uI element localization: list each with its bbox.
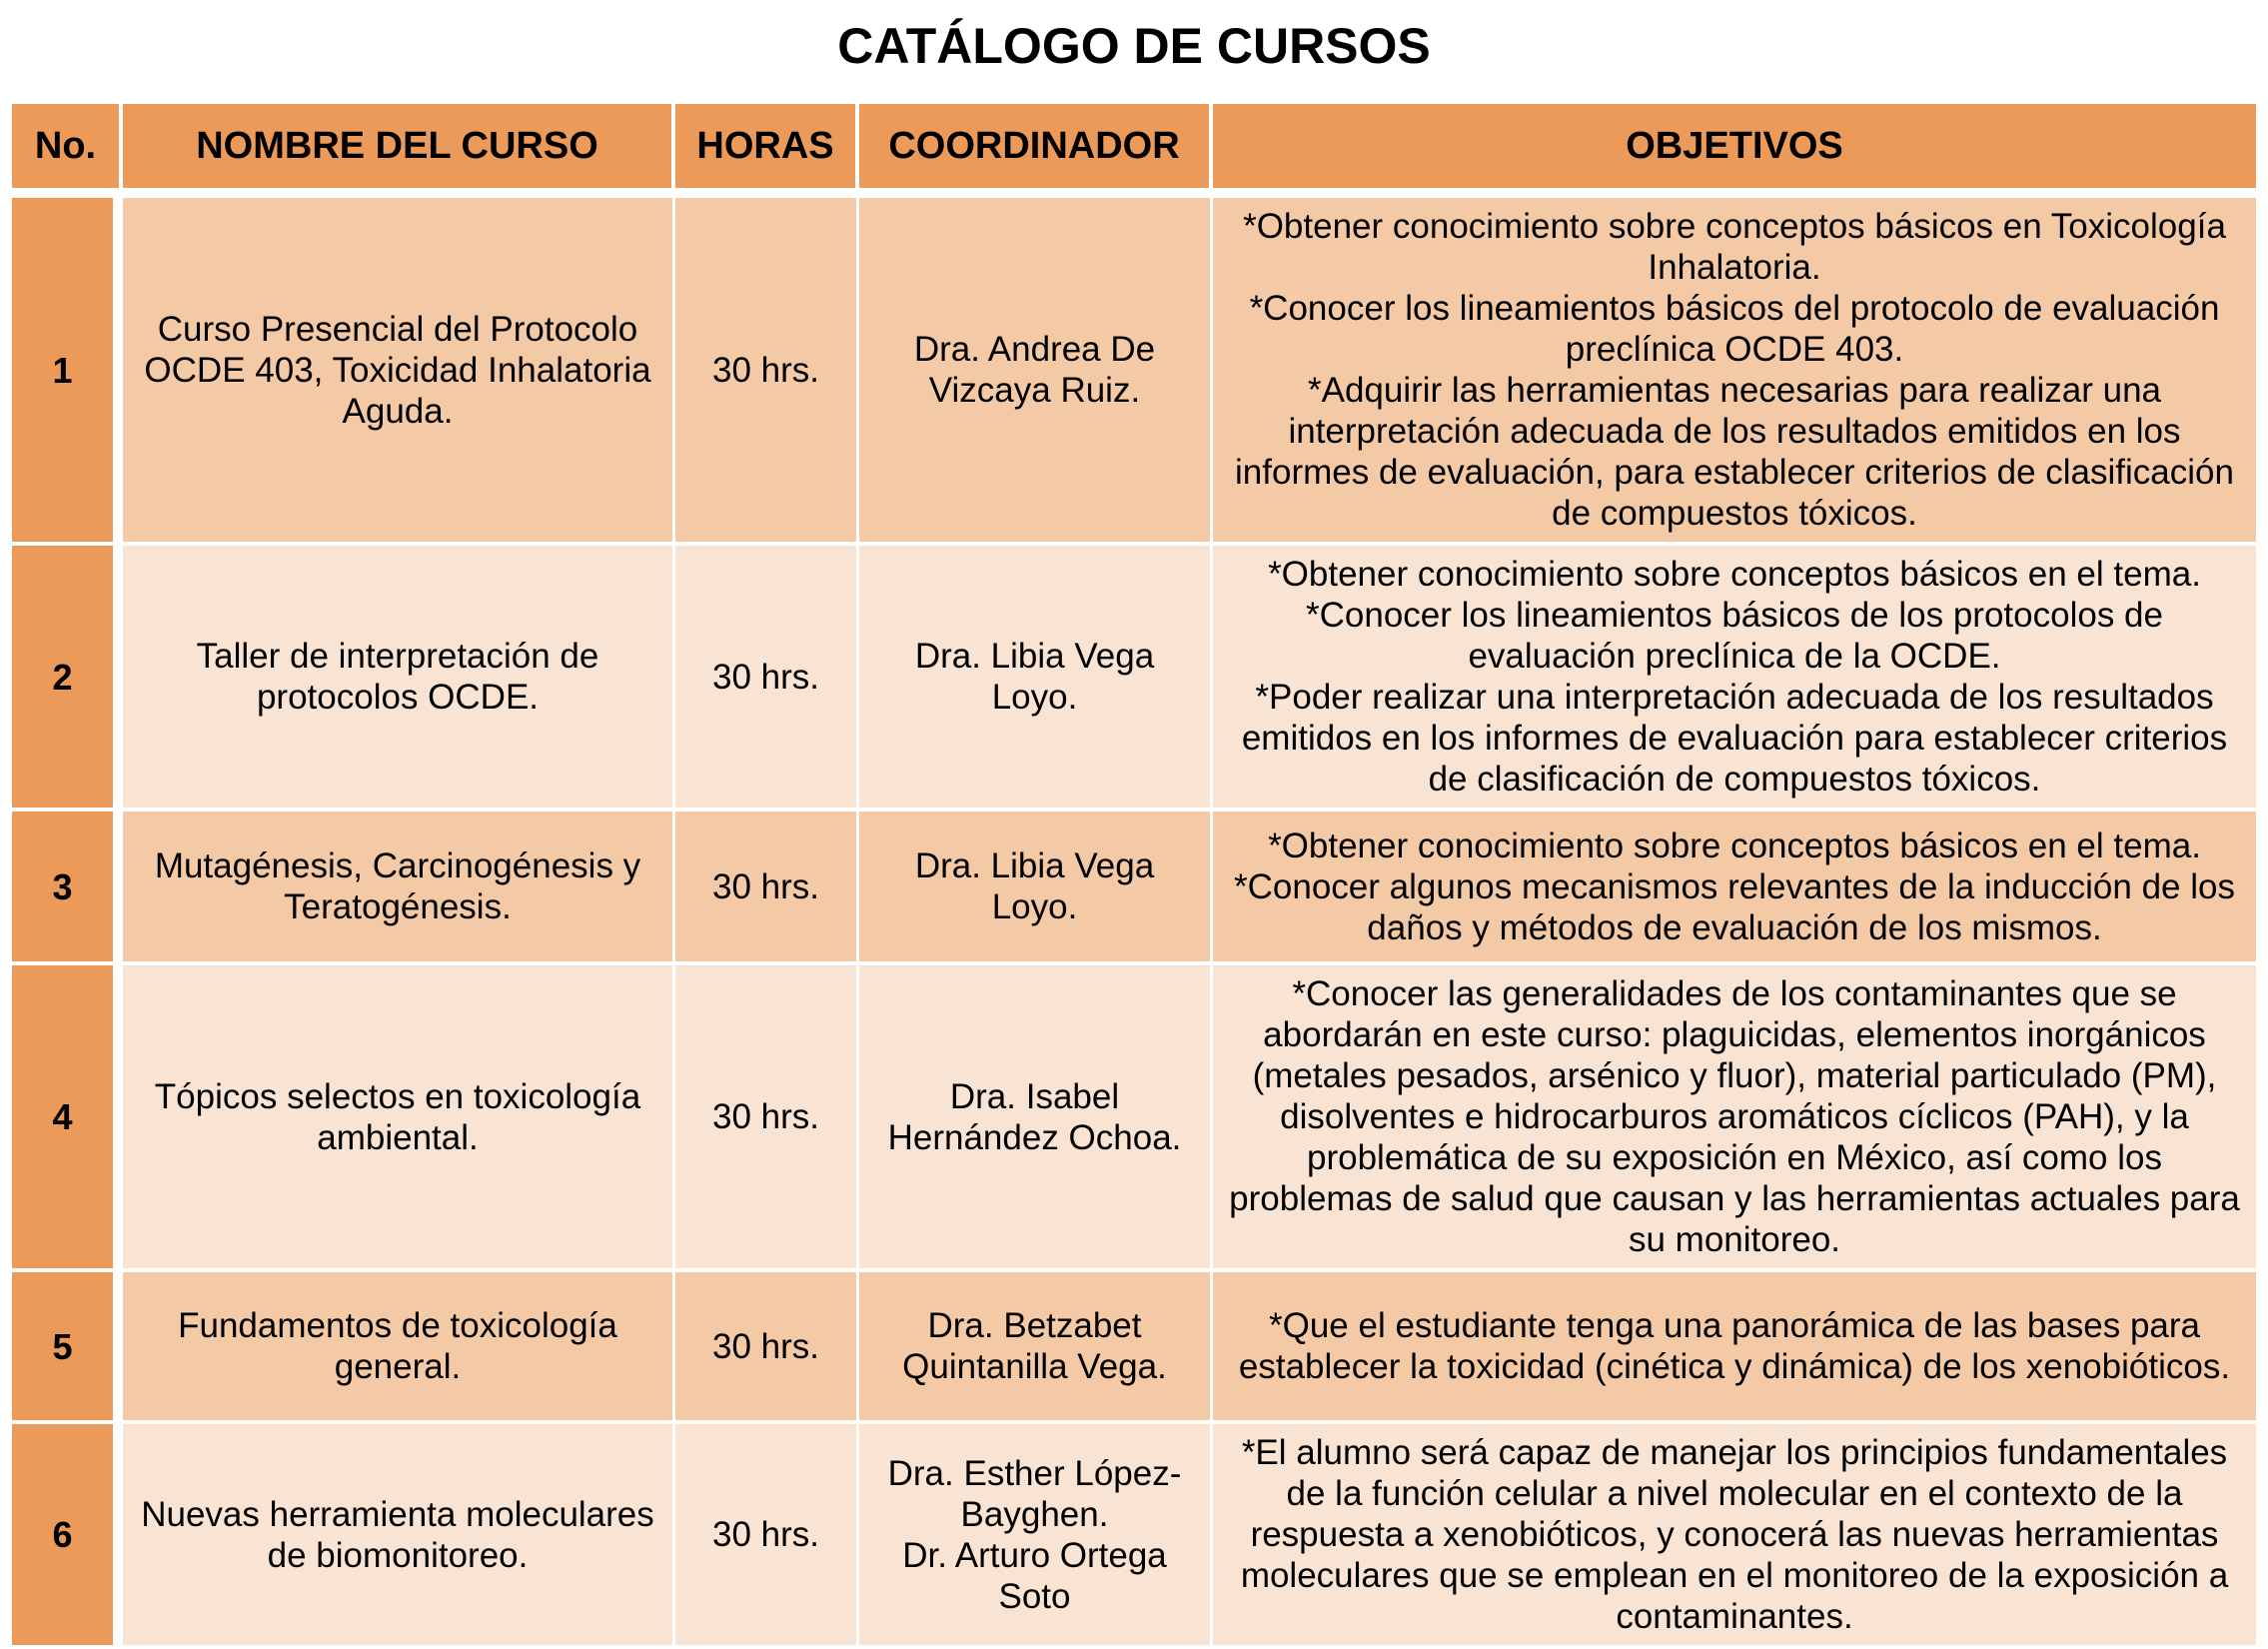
course-name: Taller de interpretación de protocolos OCDE. <box>123 546 675 812</box>
objectives-cell <box>1213 965 2256 1272</box>
objectives-cell <box>1213 1272 2256 1424</box>
coordinator-name: Dra. Betzabet Quintanilla Vega. <box>902 1306 1167 1386</box>
course-hours: 30 hrs. <box>675 965 859 1272</box>
objective-item: *Conocer los lineamientos básicos del protocolo de evaluación preclínica OCDE 403. <box>1249 289 2220 369</box>
table-row <box>12 1272 2256 1424</box>
coordinator-name: Dra. Isabel Hernández Ochoa. <box>887 1076 1182 1157</box>
objective-item: *Obtener conocimiento sobre conceptos básicos en el tema. <box>1268 555 2201 594</box>
objectives-cell <box>1213 546 2256 812</box>
header-no: No. <box>12 104 123 198</box>
coordinator-name: Dra. Esther López-Bayghen. <box>887 1453 1182 1534</box>
objective-item: *Conocer algunos mecanismos relevantes de la inducción de los daños y métodos de evaluación de los mismos. <box>1234 866 2235 947</box>
objective-item: *El alumno será capaz de manejar los principios fundamentales de la función celular a nivel molecular en el contexto de la respuesta a xenobióticos, y conocerá las nuevas herramientas moleculares que se emplean en el monitoreo de la exposición a contaminantes. <box>1240 1433 2229 1636</box>
objective-item: *Conocer los lineamientos básicos de los protocolos de evaluación preclínica de la OCDE. <box>1306 596 2163 676</box>
table-row <box>12 965 2256 1272</box>
coordinator-name: Dra. Andrea De Vizcaya Ruiz. <box>913 330 1156 410</box>
row-number: 1 <box>12 198 123 546</box>
coordinator-name: Dra. Libia Vega Loyo. <box>914 846 1155 926</box>
objective-item: *Obtener conocimiento sobre conceptos básicos en el tema. <box>1268 825 2201 865</box>
row-number: 5 <box>12 1272 123 1424</box>
table-row <box>12 546 2256 812</box>
course-hours: 30 hrs. <box>675 812 859 965</box>
table-row <box>12 812 2256 965</box>
course-table <box>12 104 2256 1649</box>
coordinator-cell <box>859 198 1213 546</box>
objective-item: *Conocer las generalidades de los contaminantes que se abordarán en este curso: plaguicidas, elementos inorgánicos (metales pesados, arsénico y fluor), material particulado (PM), disolventes e hidrocarburos aromáticos cíclicos (PAH), y la problemática de su exposición en México, así como los problemas de salud que causan y las herramientas actuales para su monitoreo. <box>1229 974 2240 1259</box>
coordinator-name: Dra. Libia Vega Loyo. <box>914 637 1155 717</box>
coordinator-cell <box>859 1424 1213 1649</box>
course-hours: 30 hrs. <box>675 1272 859 1424</box>
course-name: Fundamentos de toxicología general. <box>123 1272 675 1424</box>
header-hours: HORAS <box>675 104 859 198</box>
header-coordinator: COORDINADOR <box>859 104 1213 198</box>
course-name: Mutagénesis, Carcinogénesis y Teratogénesis. <box>123 812 675 965</box>
row-number: 2 <box>12 546 123 812</box>
coordinator-cell <box>859 546 1213 812</box>
table-row <box>12 1424 2256 1649</box>
page-title: CATÁLOGO DE CURSOS <box>837 18 1431 74</box>
course-hours: 30 hrs. <box>675 1424 859 1649</box>
header-objectives: OBJETIVOS <box>1213 104 2256 198</box>
coordinator-cell <box>859 965 1213 1272</box>
coordinator-cell <box>859 812 1213 965</box>
coordinator-cell <box>859 1272 1213 1424</box>
row-number: 6 <box>12 1424 123 1649</box>
objective-item: *Adquirir las herramientas necesarias para realizar una interpretación adecuada de los resultados emitidos en los informes de evaluación, para establecer criterios de clasificación de compuestos tóxicos. <box>1235 371 2234 533</box>
row-number: 4 <box>12 965 123 1272</box>
course-name: Tópicos selectos en toxicología ambiental. <box>123 965 675 1272</box>
course-hours: 30 hrs. <box>675 546 859 812</box>
row-number: 3 <box>12 812 123 965</box>
course-name: Curso Presencial del Protocolo OCDE 403, Toxicidad Inhalatoria Aguda. <box>123 198 675 546</box>
header-course-name: NOMBRE DEL CURSO <box>123 104 675 198</box>
objectives-cell <box>1213 1424 2256 1649</box>
objective-item: *Que el estudiante tenga una panorámica de las bases para establecer la toxicidad (cinética y dinámica) de los xenobióticos. <box>1238 1306 2231 1386</box>
course-hours: 30 hrs. <box>675 198 859 546</box>
table-row <box>12 198 2256 546</box>
objective-item: *Obtener conocimiento sobre conceptos básicos en Toxicología Inhalatoria. <box>1243 207 2226 287</box>
objectives-cell <box>1213 198 2256 546</box>
objective-item: *Poder realizar una interpretación adecuada de los resultados emitidos en los informes de evaluación para establecer criterios de clasificación de compuestos tóxicos. <box>1241 678 2228 799</box>
header-row <box>12 104 2256 198</box>
coordinator-name: Dr. Arturo Ortega Soto <box>902 1535 1167 1616</box>
course-name: Nuevas herramienta moleculares de biomonitoreo. <box>123 1424 675 1649</box>
objectives-cell <box>1213 812 2256 965</box>
